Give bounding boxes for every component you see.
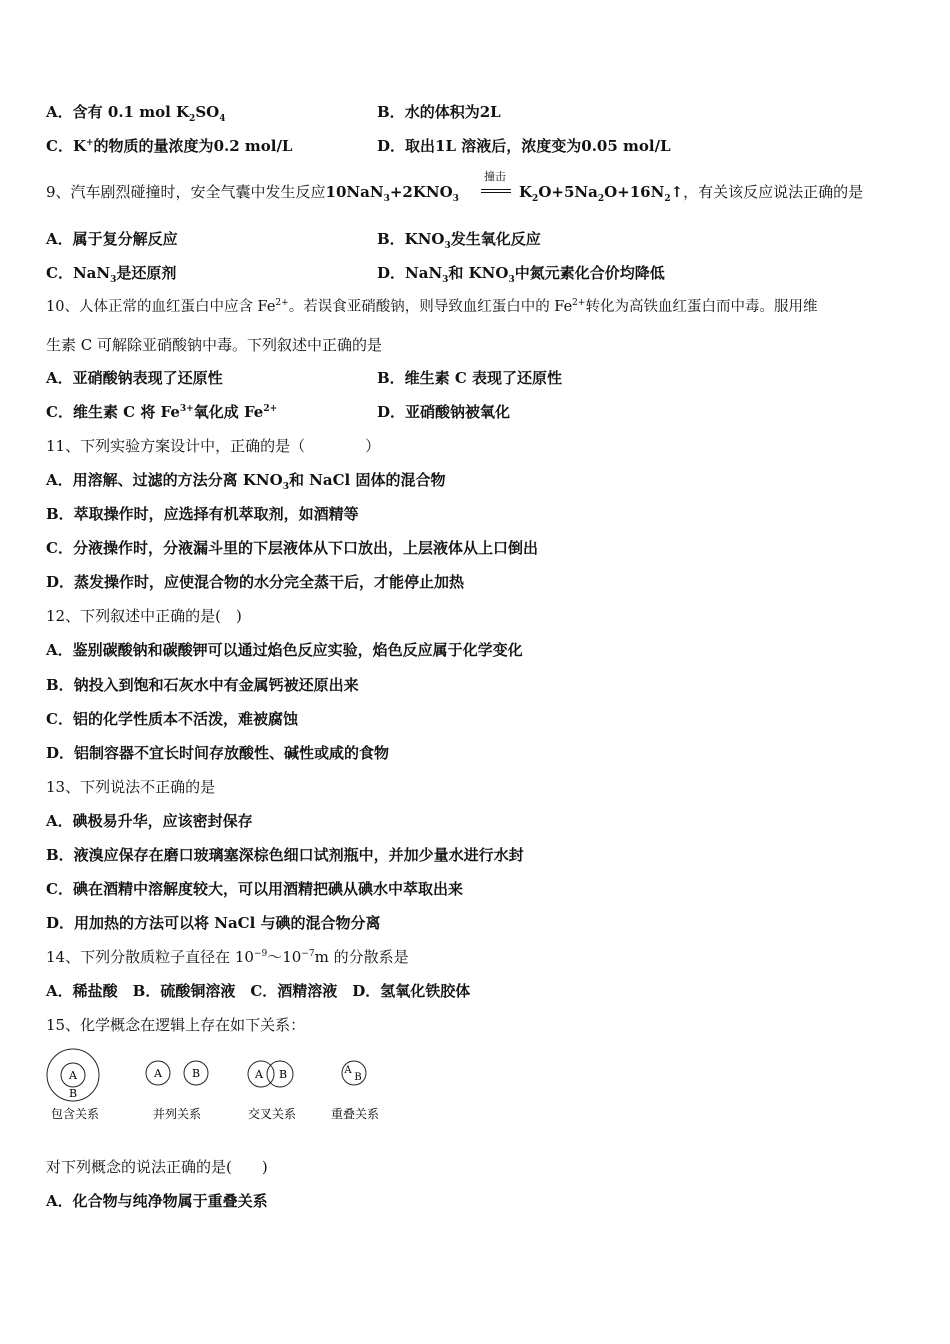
q9-reaction-arrow (481, 189, 511, 190)
intersection-label-a: A (255, 1068, 263, 1081)
caption-intersection: 交叉关系 (247, 1107, 297, 1121)
q9-option-d: D．NaN$_3$和 $KNO_3$中氮元素化合价均降低 (377, 264, 665, 285)
q8-option-c: C．K+的物质的量浓度为0.2 mol/L (46, 137, 293, 155)
q10-option-b: B．维生素 C 表现了还原性 (377, 369, 563, 387)
overlap-label-b: B (354, 1072, 362, 1083)
q10-option-c: C．维生素 C 将 $Fe^{3+}$氧化成 $Fe^{2+}$ (46, 403, 278, 421)
caption-parallel: 并列关系 (152, 1107, 202, 1121)
inclusion-label-b: B (68, 1087, 78, 1100)
inclusion-label-a: A (69, 1069, 77, 1082)
q11-option-d: D．蒸发操作时，应使混合物的水分完全蒸干后，才能停止加热 (46, 573, 465, 591)
q12-stem: 12、下列叙述中正确的是( ) (46, 607, 242, 625)
parallel-label-b: B (191, 1067, 201, 1080)
q13-option-b: B．液溴应保存在磨口玻璃塞深棕色细口试剂瓶中，并加少量水进行水封 (46, 846, 524, 864)
q11-option-a: A．用溶解、过滤的方法分离 $KNO_3$和 NaCl 固体的混合物 (46, 471, 446, 492)
concept-relation-diagram (40, 1042, 400, 1126)
q13-stem: 13、下列说法不正确的是 (46, 778, 216, 796)
q11-option-b: B．萃取操作时，应选择有机萃取剂，如酒精等 (46, 505, 359, 523)
q8-option-b: B．水的体积为2L (377, 103, 501, 121)
caption-overlap: 重叠关系 (330, 1107, 380, 1121)
q9-stem: 9、汽车剧烈碰撞时，安全气囊中发生反应$10NaN_3+2KNO_3$ (46, 183, 459, 204)
q15-question: 对下列概念的说法正确的是( ) (46, 1158, 268, 1176)
q9-reaction-arrow-lower (481, 192, 511, 193)
overlap-label-a: A (344, 1065, 352, 1076)
q12-option-c: C．铝的化学性质本不活泼，难被腐蚀 (46, 710, 298, 728)
q14-stem: 14、下列分散质粒子直径在 $10^{-9}\sim 10^{-7}m$ 的分散系是 (46, 948, 409, 966)
q10-stem-line2: 生素 C 可解除亚硝酸钠中毒。下列叙述中正确的是 (46, 336, 383, 354)
q13-option-c: C．碘在酒精中溶解度较大，可以用酒精把碘从碘水中萃取出来 (46, 880, 463, 898)
q10-option-a: A．亚硝酸钠表现了还原性 (46, 369, 223, 387)
q8-option-a: A．含有 0.1 mol $K_2SO_4$ (46, 103, 226, 124)
q12-option-b: B．钠投入到饱和石灰水中有金属钙被还原出来 (46, 676, 359, 694)
q13-option-a: A．碘极易升华，应该密封保存 (46, 812, 253, 830)
q11-stem: 11、下列实验方案设计中，正确的是（ ） (46, 437, 381, 455)
q9-stem-right: $K_2O+5Na_2O+16N_2↑$，有关该反应说法正确的是 (519, 183, 864, 204)
parallel-label-a: A (154, 1067, 162, 1080)
q14-options: A．稀盐酸 B．硫酸铜溶液 C．酒精溶液 D．氢氧化铁胶体 (46, 982, 471, 1000)
q15-stem: 15、化学概念在逻辑上存在如下关系： (46, 1016, 306, 1034)
q9-option-b: B．$KNO_3$发生氧化反应 (377, 230, 541, 251)
q8-option-d: D．取出1L 溶液后，浓度变为0.05 mol/L (377, 137, 671, 155)
q12-option-d: D．铝制容器不宜长时间存放酸性、碱性或咸的食物 (46, 744, 390, 762)
q10-option-d: D．亚硝酸钠被氧化 (377, 403, 511, 421)
caption-inclusion: 包含关系 (50, 1107, 100, 1121)
q9-reaction-condition: 撞击 (484, 170, 506, 183)
q15-option-a: A．化合物与纯净物属于重叠关系 (46, 1192, 268, 1210)
q10-stem-line1: 10、人体正常的血红蛋白中应含 $Fe^{2+}$。若误食亚硝酸钠，则导致血红蛋白中的 $Fe^{2+}$转化为高铁血红蛋白而中毒。服用维 (46, 298, 818, 315)
q9-option-c: C．NaN$_3$是还原剂 (46, 264, 177, 285)
q12-option-a: A．鉴别碳酸钠和碳酸钾可以通过焰色反应实验，焰色反应属于化学变化 (46, 641, 523, 659)
q9-option-a: A．属于复分解反应 (46, 230, 178, 248)
intersection-label-b: B (278, 1068, 288, 1081)
q13-option-d: D．用加热的方法可以将 NaCl 与碘的混合物分离 (46, 914, 381, 932)
q11-option-c: C．分液操作时，分液漏斗里的下层液体从下口放出，上层液体从上口倒出 (46, 539, 538, 557)
